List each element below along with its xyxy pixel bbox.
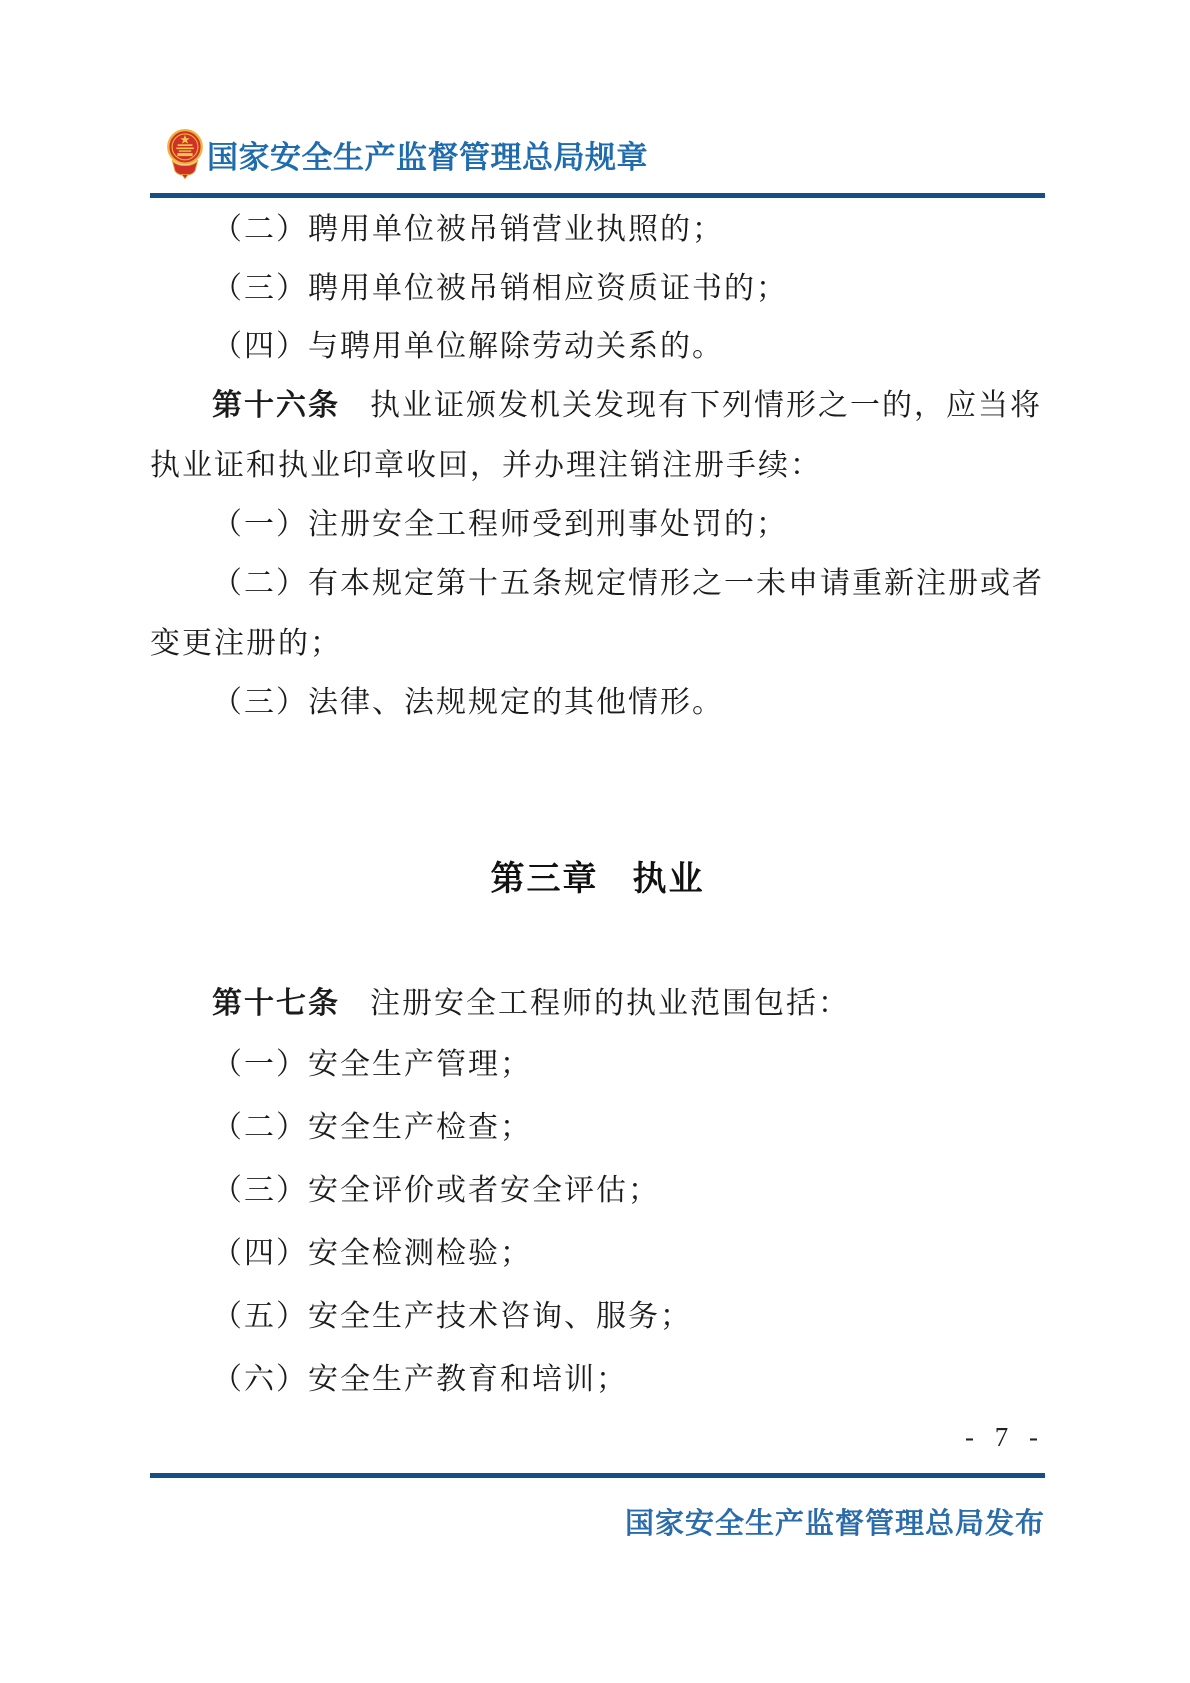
article-text: 注册安全工程师的执业范围包括： [370,987,850,1020]
paragraph-continuation: 变更注册的； [150,627,342,660]
list-item: （三）聘用单位被吊销相应资质证书的； [212,272,788,305]
document-type-title: 国家安全生产监督管理总局规章 [207,140,648,175]
list-item: （一）安全生产管理； [212,1048,532,1081]
chapter-heading [150,851,1045,900]
list-item: （六）安全生产教育和培训； [212,1363,628,1396]
header-rule [150,193,1045,198]
page-number: - 7 - [965,1422,1045,1452]
chapter-title: 执业 [632,860,705,898]
list-item: （四）与聘用单位解除劳动关系的。 [212,330,724,363]
list-item: （四）安全检测检验； [212,1237,532,1270]
list-item: （五）安全生产技术咨询、服务； [212,1300,692,1333]
article-number: 第十六条 [212,389,340,422]
footer-rule [150,1473,1045,1478]
article-text: 执业证颁发机关发现有下列情形之一的，应当将 [370,389,1042,422]
list-item: （三）法律、法规规定的其他情形。 [212,686,724,719]
article-number: 第十七条 [212,987,340,1020]
list-item: （二）安全生产检查； [212,1111,532,1144]
list-item: （二）有本规定第十五条规定情形之一未申请重新注册或者 [212,567,1044,600]
list-item: （一）注册安全工程师受到刑事处罚的； [212,508,788,541]
national-emblem-icon [166,128,204,180]
article-line [150,986,1107,1022]
list-item: （三）安全评价或者安全评估； [212,1174,660,1207]
article-line [150,388,1107,424]
publisher-line: 国家安全生产监督管理总局发布 [624,1508,1045,1540]
paragraph-continuation: 执业证和执业印章收回，并办理注销注册手续： [150,449,822,482]
chapter-number: 第三章 [490,860,599,898]
list-item: （二）聘用单位被吊销营业执照的； [212,213,724,246]
